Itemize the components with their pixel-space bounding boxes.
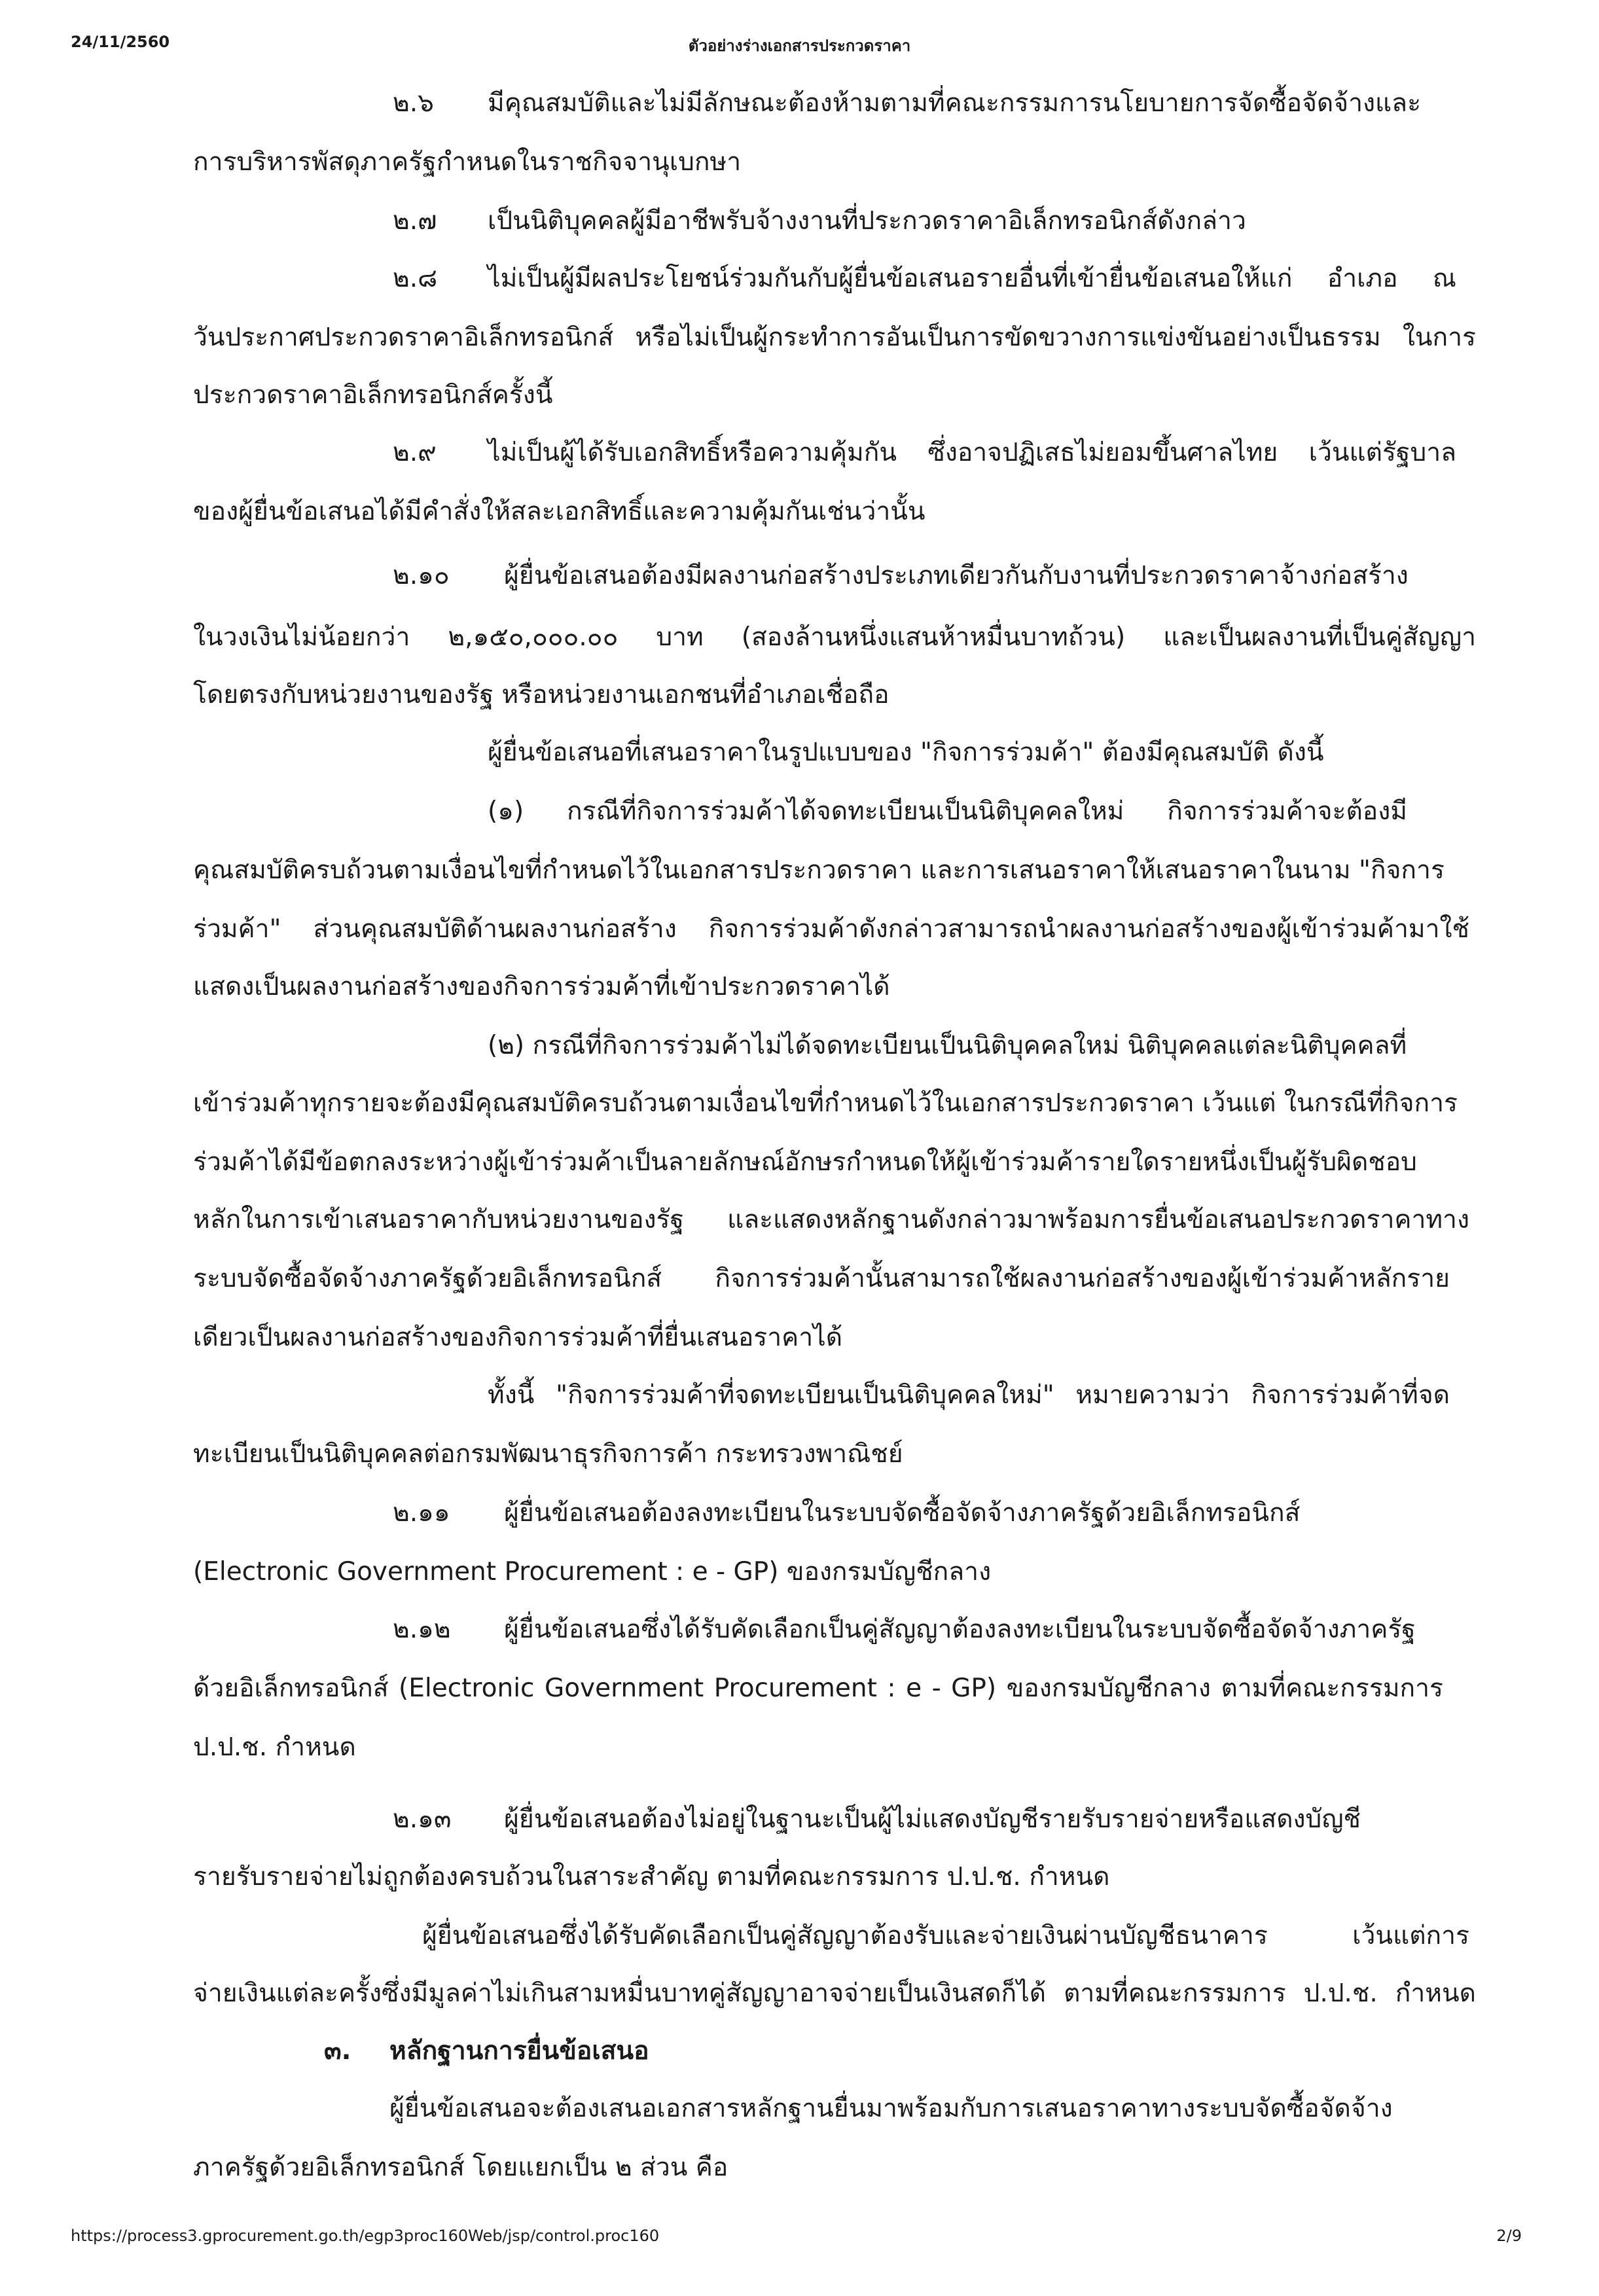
text-line-content: ในวงเงินไม่น้อยกว่า ๒,๑๕๐,๐๐๐.๐๐ บาท (สองล้านหนึ่งแสนห้าหมื่นบาทถ้วน) และเป็นผลงานที่เป็นคู่สัญญา (193, 622, 1476, 652)
text-line-content: หลักในการเข้าเสนอราคากับหน่วยงานของรัฐ และแสดงหลักฐานดังกล่าวมาพร้อมการยื่นข้อเสนอประกวดราคาทาง (193, 1205, 1469, 1234)
footer-url: https://process3.gprocurement.go.th/egp3proc160Web/jsp/control.proc160 (71, 2227, 660, 2245)
clause-number: ๒.๑๑ (393, 1498, 450, 1528)
text-line-content: รายรับรายจ่ายไม่ถูกต้องครบถ้วนในสาระสำคัญ ตามที่คณะกรรมการ ป.ป.ช. กำหนด (193, 1862, 1110, 1892)
page-number: 2/9 (1496, 2227, 1522, 2245)
text-line-content: ทั้งนี้ "กิจการร่วมค้าที่จดทะเบียนเป็นนิติบุคคลใหม่" หมายความว่า กิจการร่วมค้าที่จด (488, 1380, 1450, 1410)
clause-number: ๒.๑๒ (393, 1615, 451, 1644)
text-line-content: ร่วมค้า" ส่วนคุณสมบัติด้านผลงานก่อสร้าง กิจการร่วมค้าดังกล่าวสามารถนำผลงานก่อสร้างของผู้เข้าร่วมค้ามาใช้ (193, 914, 1469, 944)
text-line-content: ผู้ยื่นข้อเสนอจะต้องเสนอเอกสารหลักฐานยื่นมาพร้อมกับการเสนอราคาทางระบบจัดซื้อจัดจ้าง (389, 2094, 1393, 2123)
header-title: ตัวอย่างร่างเอกสารประกวดราคา (688, 37, 911, 55)
text-line-content: เดียวเป็นผลงานก่อสร้างของกิจการร่วมค้าที่ยื่นเสนอราคาได้ (193, 1323, 843, 1352)
text-line-content: ทะเบียนเป็นนิติบุคคลต่อกรมพัฒนาธุรกิจการค้า กระทรวงพาณิชย์ (193, 1439, 903, 1469)
clause-number: ๒.๗ (393, 206, 437, 236)
text-line-content: ผู้ยื่นข้อเสนอซึ่งได้รับคัดเลือกเป็นคู่สัญญาต้องรับและจ่ายเงินผ่านบัญชีธนาคาร เว้นแต่การ (422, 1921, 1469, 1950)
clause-number: ๒.๘ (393, 264, 438, 293)
text-line-content: (Electronic Government Procurement : e - GP) ของกรมบัญชีกลาง (193, 1557, 992, 1587)
text-line-content: จ่ายเงินแต่ละครั้งซึ่งมีมูลค่าไม่เกินสามหมื่นบาทคู่สัญญาอาจจ่ายเป็นเงินสดก็ได้ ตามที่คณะกรรมการ ป.ป.ช. กำหนด (193, 1979, 1476, 2008)
header-date: 24/11/2560 (71, 33, 170, 51)
clause-number: ๒.๙ (393, 438, 437, 467)
clause-text: ไม่เป็นผู้มีผลประโยชน์ร่วมกันกับผู้ยื่นข้อเสนอรายอื่นที่เข้ายื่นข้อเสนอให้แก่ อำเภอ ณ (488, 264, 1456, 293)
text-line-content: โดยตรงกับหน่วยงานของรัฐ หรือหน่วยงานเอกชนที่อำเภอเชื่อถือ (193, 680, 889, 709)
clause-text: เป็นนิติบุคคลผู้มีอาชีพรับจ้างงานที่ประกวดราคาอิเล็กทรอนิกส์ดังกล่าว (488, 206, 1246, 236)
clause-text: มีคุณสมบัติและไม่มีลักษณะต้องห้ามตามที่คณะกรรมการนโยบายการจัดซื้อจัดจ้างและ (488, 88, 1422, 118)
text-line-content: ประกวดราคาอิเล็กทรอนิกส์ครั้งนี้ (193, 380, 553, 410)
clause-text: ไม่เป็นผู้ได้รับเอกสิทธิ์หรือความคุ้มกัน ซึ่งอาจปฏิเสธไม่ยอมขึ้นศาลไทย เว้นแต่รัฐบาล (488, 438, 1456, 467)
text-line-content: แสดงเป็นผลงานก่อสร้างของกิจการร่วมค้าที่เข้าประกวดราคาได้ (193, 972, 890, 1001)
clause-number: ๒.๑๓ (393, 1804, 452, 1834)
text-line-content: (๑) กรณีที่กิจการร่วมค้าได้จดทะเบียนเป็นนิติบุคคลใหม่ กิจการร่วมค้าจะต้องมี (488, 797, 1407, 826)
text-line-content: ภาครัฐด้วยอิเล็กทรอนิกส์ โดยแยกเป็น ๒ ส่วน คือ (193, 2153, 728, 2182)
clause-text: ผู้ยื่นข้อเสนอต้องลงทะเบียนในระบบจัดซื้อจัดจ้างภาครัฐด้วยอิเล็กทรอนิกส์ (504, 1498, 1301, 1528)
text-line-content: ป.ป.ช. กำหนด (193, 1732, 356, 1762)
clause-text: ผู้ยื่นข้อเสนอต้องไม่อยู่ในฐานะเป็นผู้ไม่แสดงบัญชีรายรับรายจ่ายหรือแสดงบัญชี (504, 1804, 1361, 1834)
text-line-content: ระบบจัดซื้อจัดจ้างภาครัฐด้วยอิเล็กทรอนิกส์ กิจการร่วมค้านั้นสามารถใช้ผลงานก่อสร้างของผู้เข้าร่วมค้าหลักราย (193, 1264, 1450, 1293)
section-number: ๓. (324, 2036, 351, 2066)
clause-text: ผู้ยื่นข้อเสนอซึ่งได้รับคัดเลือกเป็นคู่สัญญาต้องลงทะเบียนในระบบจัดซื้อจัดจ้างภาครัฐ (504, 1615, 1416, 1644)
text-line-content: (๒) กรณีที่กิจการร่วมค้าไม่ได้จดทะเบียนเป็นนิติบุคคลใหม่ นิติบุคคลแต่ละนิติบุคคลที่ (488, 1031, 1407, 1060)
clause-number: ๒.๖ (393, 88, 434, 118)
clause-text: ผู้ยื่นข้อเสนอต้องมีผลงานก่อสร้างประเภทเดียวกันกับงานที่ประกวดราคาจ้างก่อสร้าง (504, 561, 1409, 590)
text-line-content: ด้วยอิเล็กทรอนิกส์ (Electronic Government Procurement : e - GP) ของกรมบัญชีกลาง ตามที่คณะกรรมการ (193, 1674, 1443, 1703)
text-line-content: การบริหารพัสดุภาครัฐกำหนดในราชกิจจานุเบกษา (193, 147, 742, 177)
text-line-content: คุณสมบัติครบถ้วนตามเงื่อนไขที่กำหนดไว้ในเอกสารประกวดราคา และการเสนอราคาให้เสนอราคาในนาม "กิจการ (193, 855, 1445, 885)
text-line-content: เข้าร่วมค้าทุกรายจะต้องมีคุณสมบัติครบถ้วนตามเงื่อนไขที่กำหนดไว้ในเอกสารประกวดราคา เว้นแต่ ในกรณีที่กิจการ (193, 1088, 1458, 1118)
section-title: หลักฐานการยื่นข้อเสนอ (389, 2036, 649, 2066)
text-line-content: ของผู้ยื่นข้อเสนอได้มีคำสั่งให้สละเอกสิทธิ์และความคุ้มกันเช่นว่านั้น (193, 497, 925, 526)
text-line-content: ผู้ยื่นข้อเสนอที่เสนอราคาในรูปแบบของ "กิจการร่วมค้า" ต้องมีคุณสมบัติ ดังนี้ (488, 738, 1324, 767)
text-line-content: ร่วมค้าได้มีข้อตกลงระหว่างผู้เข้าร่วมค้าเป็นลายลักษณ์อักษรกำหนดให้ผู้เข้าร่วมค้ารายใดรายหนึ่งเป็นผู้รับผิดชอบ (193, 1147, 1417, 1177)
text-line-content: วันประกาศประกวดราคาอิเล็กทรอนิกส์ หรือไม่เป็นผู้กระทำการอันเป็นการขัดขวางการแข่งขันอย่างเป็นธรรม ในการ (193, 323, 1476, 352)
clause-number: ๒.๑๐ (393, 561, 450, 590)
